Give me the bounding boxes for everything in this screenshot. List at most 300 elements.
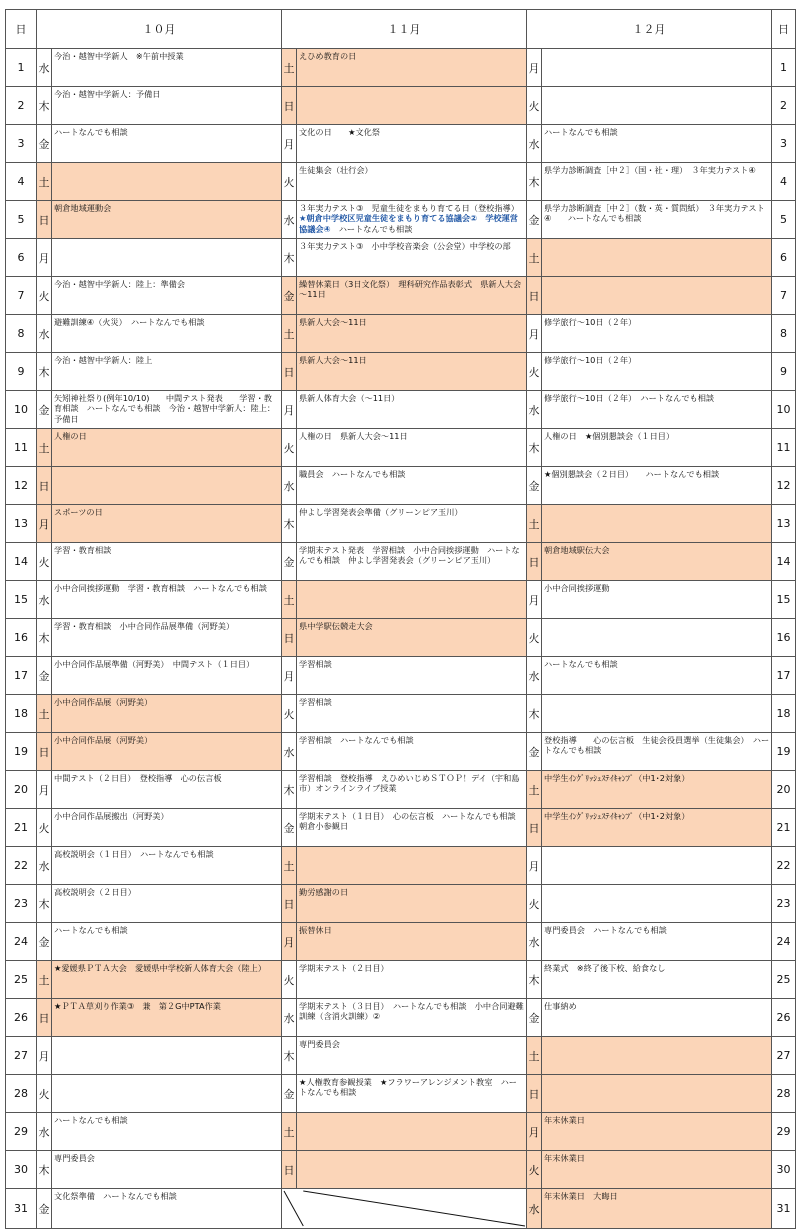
nov-weekday: 月 — [282, 391, 297, 429]
nov-weekday: 金 — [282, 1075, 297, 1113]
day-number-left: 13 — [6, 505, 37, 543]
oct-weekday: 月 — [37, 505, 52, 543]
nov-event-cell — [297, 1151, 527, 1189]
oct-event-cell — [52, 1113, 282, 1151]
oct-event-cell — [52, 809, 282, 847]
dec-weekday: 水 — [527, 1189, 542, 1229]
oct-event-cell — [52, 847, 282, 885]
oct-weekday: 月 — [37, 1037, 52, 1075]
nov-nonexistent-day-cell — [282, 1189, 527, 1229]
dec-weekday: 水 — [527, 125, 542, 163]
nov-weekday: 水 — [282, 733, 297, 771]
month-header-december: １２月 — [527, 10, 772, 49]
event-text: 県学力診断調査［中２］（国・社・理） ３年実力テスト④ — [544, 165, 756, 175]
day-row — [6, 1113, 796, 1151]
calendar-table — [5, 9, 796, 1229]
nov-event-cell — [297, 429, 527, 467]
nov-event-cell — [297, 999, 527, 1037]
dec-weekday: 日 — [527, 809, 542, 847]
nov-weekday: 土 — [282, 847, 297, 885]
dec-event-cell — [542, 809, 772, 847]
dec-weekday: 火 — [527, 619, 542, 657]
day-number-right: 20 — [772, 771, 796, 809]
day-number-left: 12 — [6, 467, 37, 505]
oct-event-cell — [52, 163, 282, 201]
nov-weekday: 木 — [282, 771, 297, 809]
oct-event-cell — [52, 581, 282, 619]
nov-weekday: 土 — [282, 581, 297, 619]
event-text: ハートなんでも相談 — [544, 659, 618, 669]
oct-weekday: 木 — [37, 619, 52, 657]
day-number-right: 29 — [772, 1113, 796, 1151]
event-text: ３年実力テスト③ 小中学校音楽会（公会堂）中学校の部 — [299, 241, 511, 251]
oct-weekday: 金 — [37, 657, 52, 695]
event-text: スポーツの日 — [54, 507, 103, 517]
oct-weekday: 水 — [37, 847, 52, 885]
dec-event-cell — [542, 543, 772, 581]
nov-event-cell — [297, 125, 527, 163]
dec-weekday: 金 — [527, 999, 542, 1037]
nov-event-cell — [297, 87, 527, 125]
day-number-left: 25 — [6, 961, 37, 999]
day-number-right: 30 — [772, 1151, 796, 1189]
day-number-left: 27 — [6, 1037, 37, 1075]
day-number-right: 2 — [772, 87, 796, 125]
nov-event-cell — [297, 733, 527, 771]
dec-weekday: 日 — [527, 543, 542, 581]
dec-event-cell — [542, 1075, 772, 1113]
day-row — [6, 1037, 796, 1075]
dec-event-cell — [542, 163, 772, 201]
oct-weekday: 金 — [37, 391, 52, 429]
day-number-left: 17 — [6, 657, 37, 695]
dec-event-cell — [542, 315, 772, 353]
oct-event-cell — [52, 201, 282, 239]
calendar-body — [6, 49, 796, 1229]
nov-weekday: 水 — [282, 467, 297, 505]
oct-weekday: 土 — [37, 429, 52, 467]
day-number-left: 18 — [6, 695, 37, 733]
event-text: 人権の日 — [54, 431, 87, 441]
oct-event-cell — [52, 619, 282, 657]
oct-event-cell — [52, 771, 282, 809]
day-number-left: 11 — [6, 429, 37, 467]
event-text: ハートなんでも相談 — [54, 127, 128, 137]
day-row — [6, 1075, 796, 1113]
event-text: 学習相談 — [299, 697, 332, 707]
day-row — [6, 1189, 796, 1229]
day-number-left: 1 — [6, 49, 37, 87]
nov-event-cell — [297, 49, 527, 87]
event-text: ハートなんでも相談 — [544, 127, 618, 137]
day-number-right: 3 — [772, 125, 796, 163]
dec-event-cell — [542, 923, 772, 961]
oct-event-cell — [52, 87, 282, 125]
day-row — [6, 429, 796, 467]
event-text: 学習相談 登校指導 えひめいじめＳＴＯＰ！デイ（宇和島市）オンラインライブ授業 — [299, 773, 520, 794]
oct-weekday: 日 — [37, 201, 52, 239]
day-number-right: 14 — [772, 543, 796, 581]
day-number-left: 20 — [6, 771, 37, 809]
nov-weekday: 日 — [282, 87, 297, 125]
day-number-left: 5 — [6, 201, 37, 239]
oct-event-cell — [52, 391, 282, 429]
dec-event-cell — [542, 87, 772, 125]
oct-weekday: 水 — [37, 1113, 52, 1151]
nov-weekday: 金 — [282, 543, 297, 581]
event-text: 高校説明会（１日目） ハートなんでも相談 — [54, 849, 214, 859]
event-text: ★個別懇談会（２日目） ハートなんでも相談 — [544, 469, 720, 479]
dec-event-cell — [542, 733, 772, 771]
event-text: 勤労感謝の日 — [299, 887, 349, 897]
event-text: 振替休日 — [299, 925, 332, 935]
dec-weekday: 月 — [527, 49, 542, 87]
oct-event-cell — [52, 125, 282, 163]
event-text: 学期末テスト（３日目） ハートなんでも相談 小中合同避難訓練（含消火訓練）② — [299, 1001, 524, 1022]
day-number-right: 22 — [772, 847, 796, 885]
oct-weekday: 火 — [37, 1075, 52, 1113]
day-row — [6, 201, 796, 239]
nov-event-cell — [297, 543, 527, 581]
dec-event-cell — [542, 771, 772, 809]
event-text: 仕事納め — [544, 1001, 577, 1011]
oct-event-cell — [52, 429, 282, 467]
event-text: 生徒集会（壮行会） — [299, 165, 373, 175]
day-number-left: 24 — [6, 923, 37, 961]
oct-weekday: 火 — [37, 277, 52, 315]
oct-event-cell — [52, 353, 282, 391]
nov-event-cell — [297, 1113, 527, 1151]
day-number-right: 19 — [772, 733, 796, 771]
day-number-right: 28 — [772, 1075, 796, 1113]
oct-event-cell — [52, 49, 282, 87]
nov-weekday: 金 — [282, 809, 297, 847]
day-row — [6, 695, 796, 733]
dec-event-cell — [542, 467, 772, 505]
day-row — [6, 391, 796, 429]
day-number-right: 24 — [772, 923, 796, 961]
nov-weekday: 土 — [282, 1113, 297, 1151]
nov-event-cell — [297, 277, 527, 315]
day-row — [6, 809, 796, 847]
dec-event-cell — [542, 505, 772, 543]
event-text: えひめ教育の日 — [299, 51, 357, 61]
nov-weekday: 日 — [282, 885, 297, 923]
dec-weekday: 金 — [527, 201, 542, 239]
dec-weekday: 木 — [527, 695, 542, 733]
day-number-right: 7 — [772, 277, 796, 315]
dec-event-cell — [542, 581, 772, 619]
oct-weekday: 火 — [37, 543, 52, 581]
dec-weekday: 金 — [527, 467, 542, 505]
event-text: 年末休業日 — [544, 1115, 585, 1125]
day-row — [6, 87, 796, 125]
day-row — [6, 999, 796, 1037]
event-text: 学期末テスト（１日目） 心の伝言板 ハートなんでも相談 朝倉小参観日 — [299, 811, 533, 832]
nov-weekday: 土 — [282, 315, 297, 353]
day-column-header-right: 日 — [772, 10, 796, 49]
nov-event-cell — [297, 163, 527, 201]
oct-weekday: 金 — [37, 125, 52, 163]
event-text: 県新人大会～11日 — [299, 317, 367, 327]
day-number-left: 28 — [6, 1075, 37, 1113]
oct-event-cell — [52, 467, 282, 505]
day-number-left: 23 — [6, 885, 37, 923]
dec-weekday: 木 — [527, 961, 542, 999]
nov-weekday: 金 — [282, 277, 297, 315]
nov-event-cell — [297, 239, 527, 277]
day-row — [6, 277, 796, 315]
oct-weekday: 木 — [37, 87, 52, 125]
event-text-extra: ハートなんでも相談 — [338, 223, 413, 234]
event-text: 矢矧神社祭り(例年10/10) 中間テスト発表 学習・教育相談 ハートなんでも相談 今治・越智中学新人：陸上：予備日 — [54, 393, 276, 424]
event-text: 今治・越智中学新人：陸上：準備会 — [54, 279, 186, 289]
event-text: 中学生ｲﾝｸﾞﾘｯｼｭｽﾃｲｷｬﾝﾌﾟ（中1･2対象） — [544, 811, 690, 821]
event-highlight-text: ★朝倉中学校区児童生徒をまもり育てる協議会② 学校運営協議会④ — [299, 213, 518, 234]
event-text: 学習・教育相談 — [54, 545, 112, 555]
dec-weekday: 土 — [527, 1037, 542, 1075]
day-row — [6, 581, 796, 619]
day-number-right: 10 — [772, 391, 796, 429]
day-number-left: 8 — [6, 315, 37, 353]
dec-weekday: 火 — [527, 885, 542, 923]
day-number-left: 3 — [6, 125, 37, 163]
day-row — [6, 315, 796, 353]
dec-event-cell — [542, 999, 772, 1037]
oct-event-cell — [52, 657, 282, 695]
nov-event-cell — [297, 695, 527, 733]
event-text: 修学旅行～10日（２年） — [544, 355, 637, 365]
dec-event-cell — [542, 1037, 772, 1075]
dec-event-cell — [542, 657, 772, 695]
nov-weekday: 日 — [282, 353, 297, 391]
event-text: ★人権教育参観授業 ★フラワーアレンジメント教室 ハートなんでも相談 — [299, 1077, 517, 1098]
event-text: 修学旅行～10日（２年） — [544, 317, 637, 327]
day-number-right: 4 — [772, 163, 796, 201]
dec-event-cell — [542, 201, 772, 239]
day-row — [6, 771, 796, 809]
oct-event-cell — [52, 239, 282, 277]
day-row — [6, 733, 796, 771]
dec-event-cell — [542, 49, 772, 87]
event-text: 小中合同作品展搬出（河野美） — [54, 811, 169, 821]
nov-event-cell — [297, 961, 527, 999]
event-text: 小中合同作品展準備（河野美） 中間テスト（１日目） — [54, 659, 255, 669]
month-header-november: １１月 — [282, 10, 527, 49]
oct-event-cell — [52, 733, 282, 771]
dec-event-cell — [542, 429, 772, 467]
dec-event-cell — [542, 619, 772, 657]
nov-weekday: 日 — [282, 619, 297, 657]
nov-weekday: 水 — [282, 999, 297, 1037]
dec-weekday: 月 — [527, 847, 542, 885]
event-text: 小中合同作品展（河野美） — [54, 697, 153, 707]
nov-weekday: 火 — [282, 163, 297, 201]
nov-event-cell — [297, 771, 527, 809]
event-text: 小中合同作品展（河野美） — [54, 735, 153, 745]
nov-event-cell — [297, 885, 527, 923]
strikeout-diagonal-icon — [284, 1191, 525, 1226]
day-number-right: 21 — [772, 809, 796, 847]
day-row — [6, 619, 796, 657]
dec-event-cell — [542, 125, 772, 163]
dec-weekday: 月 — [527, 315, 542, 353]
day-number-left: 7 — [6, 277, 37, 315]
oct-weekday: 火 — [37, 809, 52, 847]
nov-weekday: 土 — [282, 49, 297, 87]
dec-weekday: 日 — [527, 277, 542, 315]
event-text: 文化の日 ★文化祭 — [299, 127, 381, 137]
nov-weekday: 火 — [282, 695, 297, 733]
nov-event-cell — [297, 923, 527, 961]
day-number-left: 29 — [6, 1113, 37, 1151]
day-number-right: 9 — [772, 353, 796, 391]
event-text: 学習・教育相談 小中合同作品展準備（河野美） — [54, 621, 235, 631]
event-text: 繰替休業日（3日文化祭） 理科研究作品表彰式 県新人大会～11日 — [299, 279, 522, 300]
nov-event-cell — [297, 505, 527, 543]
dec-event-cell — [542, 847, 772, 885]
nov-event-cell — [297, 1075, 527, 1113]
oct-event-cell — [52, 961, 282, 999]
day-number-right: 23 — [772, 885, 796, 923]
nov-event-cell — [297, 391, 527, 429]
dec-event-cell — [542, 239, 772, 277]
event-text: 登校指導 心の伝言板 生徒会役員選挙（生徒集会） ハートなんでも相談 — [544, 735, 770, 756]
day-number-right: 18 — [772, 695, 796, 733]
event-text: 専門委員会 — [54, 1153, 95, 1163]
dec-weekday: 火 — [527, 1151, 542, 1189]
event-text: 朝倉地域運動会 — [54, 203, 112, 213]
day-number-right: 5 — [772, 201, 796, 239]
event-text: 今治・越智中学新人：陸上 — [54, 355, 153, 365]
day-number-left: 9 — [6, 353, 37, 391]
nov-weekday: 木 — [282, 1037, 297, 1075]
day-row — [6, 467, 796, 505]
nov-weekday: 木 — [282, 239, 297, 277]
oct-event-cell — [52, 1189, 282, 1229]
oct-event-cell — [52, 1151, 282, 1189]
event-text: ３年実力テスト③ 児童生徒をまもり育てる日（登校指導） — [299, 203, 519, 213]
day-number-left: 30 — [6, 1151, 37, 1189]
oct-event-cell — [52, 695, 282, 733]
event-text: 県新人大会～11日 — [299, 355, 367, 365]
oct-weekday: 金 — [37, 1189, 52, 1229]
oct-event-cell — [52, 999, 282, 1037]
nov-event-cell — [297, 581, 527, 619]
oct-weekday: 木 — [37, 885, 52, 923]
event-text: 中間テスト（２日目） 登校指導 心の伝言板 — [54, 773, 222, 783]
oct-weekday: 月 — [37, 239, 52, 277]
oct-event-cell — [52, 277, 282, 315]
oct-event-cell — [52, 923, 282, 961]
day-number-right: 8 — [772, 315, 796, 353]
event-text: 専門委員会 — [299, 1039, 340, 1049]
event-text: 今治・越智中学新人：予備日 — [54, 89, 161, 99]
event-text: 中学生ｲﾝｸﾞﾘｯｼｭｽﾃｲｷｬﾝﾌﾟ（中1･2対象） — [544, 773, 690, 783]
event-text: 年末休業日 — [544, 1153, 585, 1163]
day-number-left: 31 — [6, 1189, 37, 1229]
day-row — [6, 1151, 796, 1189]
dec-weekday: 木 — [527, 429, 542, 467]
event-text: ★愛媛県ＰＴＡ大会 愛媛県中学校新人体育大会（陸上） — [54, 963, 267, 973]
event-text: 今治・越智中学新人 ※午前中授業 — [54, 51, 184, 61]
day-number-left: 15 — [6, 581, 37, 619]
day-row — [6, 543, 796, 581]
oct-weekday: 木 — [37, 1151, 52, 1189]
day-row — [6, 505, 796, 543]
dec-event-cell — [542, 961, 772, 999]
nov-weekday: 月 — [282, 923, 297, 961]
oct-event-cell — [52, 885, 282, 923]
oct-event-cell — [52, 505, 282, 543]
dec-weekday: 土 — [527, 239, 542, 277]
event-text: 学期末テスト（２日目） — [299, 963, 389, 973]
event-text: 学習相談 — [299, 659, 332, 669]
day-row — [6, 847, 796, 885]
dec-weekday: 水 — [527, 657, 542, 695]
event-text: 避難訓練④（火災） ハートなんでも相談 — [54, 317, 205, 327]
day-number-right: 13 — [772, 505, 796, 543]
day-row — [6, 163, 796, 201]
dec-weekday: 土 — [527, 505, 542, 543]
nov-event-cell — [297, 353, 527, 391]
dec-weekday: 土 — [527, 771, 542, 809]
dec-weekday: 日 — [527, 1075, 542, 1113]
oct-weekday: 水 — [37, 49, 52, 87]
nov-event-cell — [297, 809, 533, 847]
dec-weekday: 火 — [527, 87, 542, 125]
event-text: 学期末テスト発表 学習相談 小中合同挨拶運動 ハートなんでも相談 仲よし学習発表会（グリーンピア玉川） — [299, 545, 520, 566]
event-text: 年末休業日 大晦日 — [544, 1191, 618, 1201]
nov-event-cell — [297, 315, 527, 353]
day-number-right: 31 — [772, 1189, 796, 1229]
nov-weekday: 水 — [282, 201, 297, 239]
dec-event-cell — [542, 695, 772, 733]
oct-weekday: 金 — [37, 923, 52, 961]
oct-weekday: 水 — [37, 315, 52, 353]
day-number-left: 22 — [6, 847, 37, 885]
event-text: 朝倉地域駅伝大会 — [544, 545, 610, 555]
day-number-right: 12 — [772, 467, 796, 505]
day-number-right: 25 — [772, 961, 796, 999]
nov-weekday: 月 — [282, 657, 297, 695]
oct-weekday: 日 — [37, 999, 52, 1037]
oct-weekday: 木 — [37, 353, 52, 391]
nov-weekday: 日 — [282, 1151, 297, 1189]
day-number-right: 17 — [772, 657, 796, 695]
day-row — [6, 125, 796, 163]
day-number-left: 14 — [6, 543, 37, 581]
day-column-header-left: 日 — [6, 10, 37, 49]
nov-event-cell — [297, 619, 527, 657]
nov-event-cell — [297, 201, 527, 239]
day-row — [6, 49, 796, 87]
event-text: 人権の日 ★個別懇談会（１日目） — [544, 431, 675, 441]
nov-weekday: 火 — [282, 961, 297, 999]
event-text: 高校説明会（２日目） — [54, 887, 136, 897]
day-number-left: 26 — [6, 999, 37, 1037]
oct-event-cell — [52, 315, 282, 353]
nov-event-cell — [297, 1037, 527, 1075]
dec-weekday: 水 — [527, 391, 542, 429]
dec-weekday: 木 — [527, 163, 542, 201]
day-number-right: 6 — [772, 239, 796, 277]
nov-event-cell — [297, 847, 527, 885]
day-number-right: 1 — [772, 49, 796, 87]
event-text: 小中合同挨拶運動 — [544, 583, 610, 593]
dec-event-cell — [542, 1151, 772, 1189]
event-text: 仲よし学習発表会準備（グリーンピア玉川） — [299, 507, 463, 517]
